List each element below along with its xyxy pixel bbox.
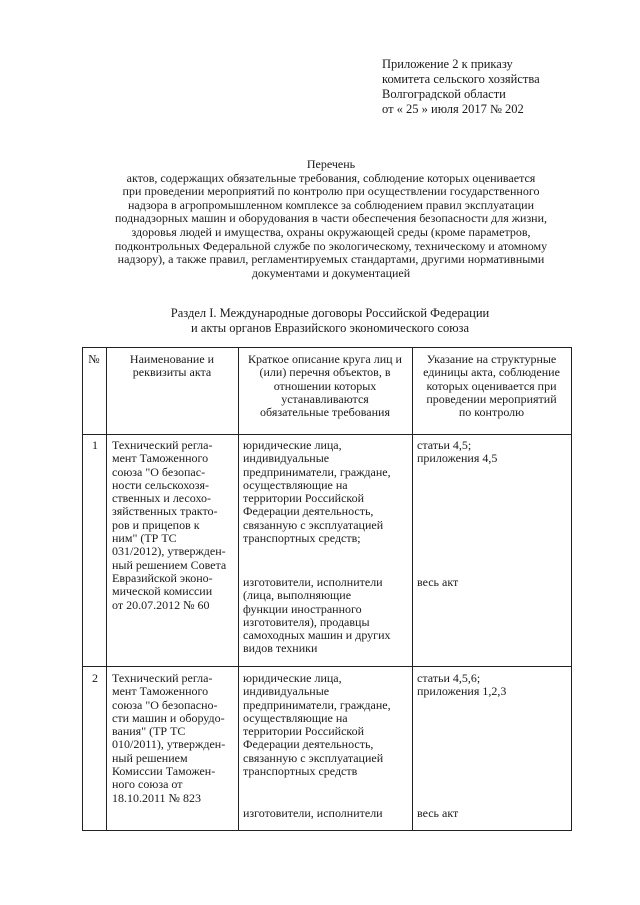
header-name: Наименование и реквизиты акта [129,352,215,380]
header-number: № [88,352,100,366]
act-name: Технический регла- мент Таможенного союза "О безопасно- сти машин и оборудо- вания" (ТР ТС 010/2011), утвержден- ный решением Комиссии Таможен- ного союза от 18.10.2011 № 823 [112,671,226,805]
act-description: изготовители, исполнители [243,806,383,820]
heading-line: здоровья людей и имущества, охраны окружающей среды (кроме параметров, [131,224,531,239]
table-divider [412,347,413,831]
structural-units: статьи 4,5,6; приложения 1,2,3 [417,671,507,699]
appendix-line: Волгоградской области [382,87,506,101]
section-title-line: и акты органов Евразийского экономического союза [190,321,470,335]
heading-line: надзора в агропромышленном комплексе за соблюдением правил эксплуатации [128,197,534,212]
document-heading [88,158,574,280]
act-description: юридические лица, индивидуальные предприниматели, граждане, осуществляющие на территории Российской Федерации деятельность, связанную с эксплуатацией транспортных средств [243,671,391,779]
heading-line: поднадзорных машин и оборудования в части обеспечения безопасности для жизни, [114,211,548,226]
header-structural-units: Указание на структурные единицы акта, соблюдение которых оценивается при проведении мероприятий по контролю [423,352,560,420]
heading-line: подконтрольных Федеральной службе по экологическому, техническому и атомному [114,238,548,253]
appendix-line: комитета сельского хозяйства [382,72,540,86]
row-number: 2 [92,671,98,685]
table-divider [106,347,107,831]
heading-line: надзору), а также правил, регламентируемых стандартами, другими нормативными [117,252,545,267]
table-border [571,347,572,831]
header-description: Краткое описание круга лиц и (или) перечня объектов, в отношении которых устанавливаются обязательные требования [248,352,402,420]
table-divider [238,347,239,831]
structural-units: весь акт [417,806,459,820]
appendix-line: Приложение 2 к приказу [382,57,513,71]
table-divider [82,434,572,435]
act-name: Технический регла- мент Таможенного союза "О безопас- ности сельскохозя- ственных и лесохо- зяйственных тракто- ров и прицепов к ним" (ТР ТС 031/2012), утвержден- ный решением Совета Евразийской эконо- мической комиссии от 20.07.2012 № 60 [112,438,227,612]
appendix-line: от « 25 » июля 2017 № 202 [382,102,524,116]
heading-line: документами и документацией [251,265,411,280]
table-border [82,347,83,831]
heading-line: актов, содержащих обязательные требования, соблюдение которых оценивается [126,170,536,185]
table-border [82,830,572,831]
act-description: юридические лица, индивидуальные предприниматели, граждане, осуществляющие на территории Российской Федерации деятельность, связанную с эксплуатацией транспортных средств; [243,438,391,546]
structural-units: весь акт [417,575,459,589]
section-title-line: Раздел I. Международные договоры Российской Федерации [170,306,490,320]
heading-line: Перечень [306,157,356,171]
appendix-header [382,57,612,117]
row-number: 1 [92,438,98,452]
structural-units: статьи 4,5; приложения 4,5 [417,438,498,466]
section-title [100,306,560,336]
act-description: изготовители, исполнители (лица, выполняющие функции иностранного изготовителя), продавцы самоходных машин и других видов техники [243,575,391,656]
acts-table [82,347,572,831]
table-border [82,347,572,348]
heading-line: при проведении мероприятий по контролю при осуществлении государственного [122,184,540,199]
table-divider [82,666,572,667]
